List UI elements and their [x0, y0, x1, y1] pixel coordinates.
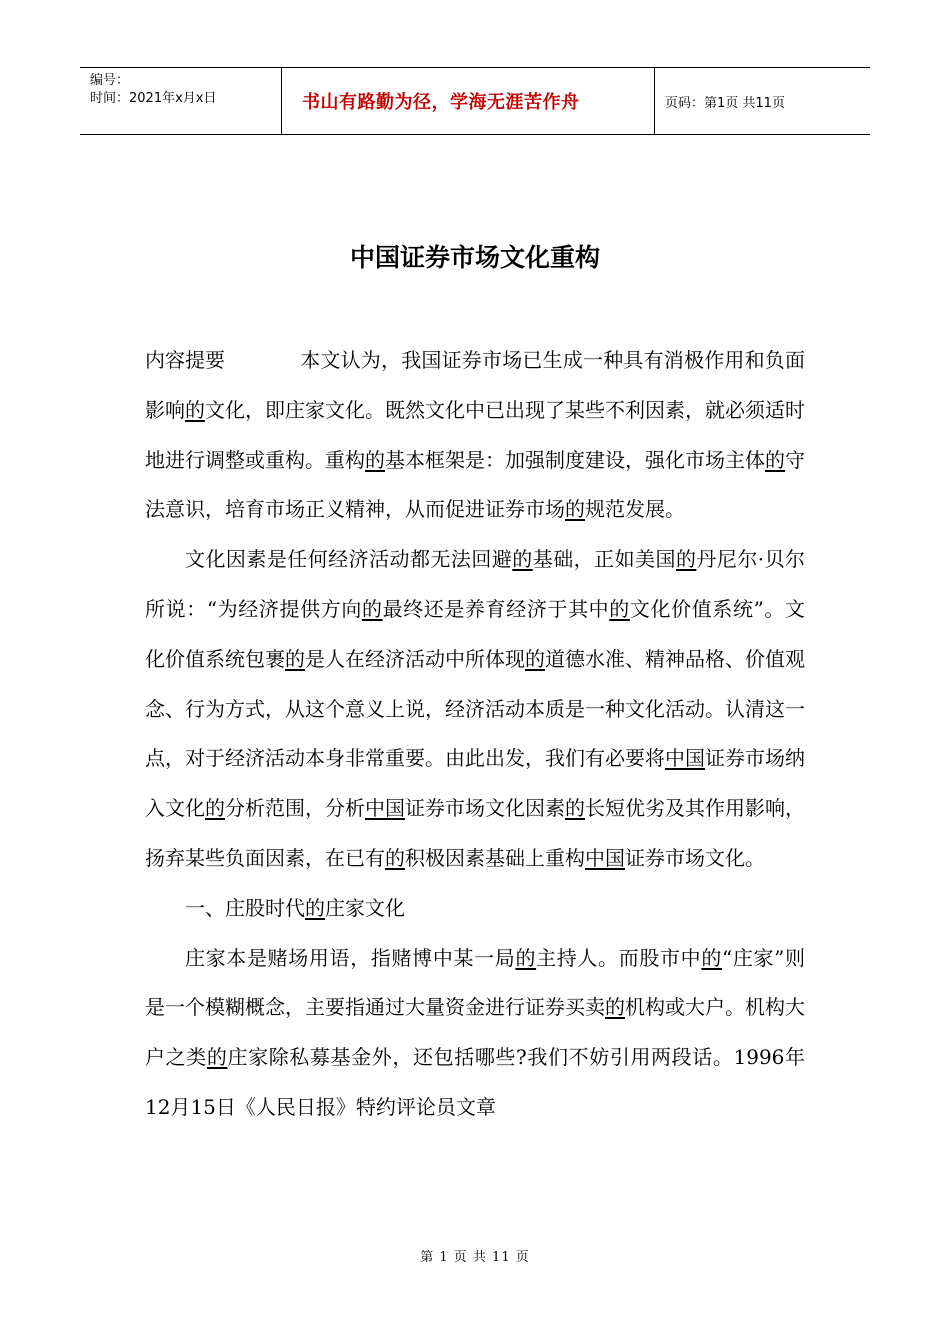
text-run: 长短优劣及其作用影响，扬弃某些负面因素，在已有	[145, 796, 805, 870]
header-meta	[80, 68, 282, 134]
text-run: 积极因素基础上重构	[405, 845, 585, 870]
time-label: 时间：2021年x月x日	[90, 91, 217, 106]
underlined-text: 的	[206, 1045, 228, 1070]
underlined-text: 的	[609, 596, 630, 621]
underlined-text: 的	[675, 547, 697, 572]
underlined-text: 的	[525, 646, 545, 671]
text-run: 道德水准、精神品格、价值观念、行为方式，从这个意义上说，经济活动本质是一种文化活动。认清这一点，对于经济活动本身非常重要。由此出发，我们有必要将	[145, 646, 805, 771]
text-run: 文化，即庄家文化。既然文化中已出现了某些不利因素，就必须适时地进行调整或重构。重构	[145, 397, 805, 472]
page-footer: 第 1 页 共 11 页	[420, 1250, 530, 1265]
section-heading	[145, 884, 805, 934]
underlined-text: 的	[305, 895, 325, 920]
text-run: 最终还是养育经济于其中	[382, 596, 610, 621]
text-run: 基础，正如美国	[532, 547, 676, 572]
underlined-text: 的	[515, 945, 537, 970]
text-run: 本文认为，我国证券市场已生成一种具有消极作用和负面影响	[145, 348, 805, 422]
text-run: 规范发展。	[585, 497, 685, 522]
text-run: “庄家”则是一个模糊概念，主要指通过大量资金进行证券买卖	[145, 945, 806, 1020]
underlined-text: 的	[701, 945, 722, 970]
underlined-text: 的	[361, 596, 383, 621]
underlined-text: 中国	[665, 746, 705, 771]
header-motto-cell	[282, 68, 655, 134]
body-paragraph	[145, 535, 805, 884]
text-run: 证券市场文化因素	[405, 796, 565, 821]
underlined-text: 的	[385, 845, 405, 870]
text-run: 守法意识，培育市场正义精神，从而促进证券市场	[145, 447, 805, 522]
text-run: 是人在经济活动中所体现	[305, 646, 525, 671]
underlined-text: 中国	[365, 796, 405, 821]
abstract-label: 内容提要	[145, 348, 225, 372]
text-run: 文化价值系统”。文化价值系统包裹	[145, 596, 806, 671]
underlined-text: 的	[185, 397, 205, 422]
abstract-paragraph	[145, 336, 805, 535]
text-run: 一、庄股时代	[185, 895, 305, 920]
underlined-text: 的	[285, 646, 305, 671]
header-page-cell	[655, 68, 870, 134]
text-run: 庄家除私募基金外，还包括哪些?我们不妨引用两段话。1996年12月15日《人民日报》特约评论员文章	[145, 1045, 806, 1119]
text-run: 文化因素是任何经济活动都无法回避	[185, 547, 513, 572]
header-page-info: 页码：第1页 共11页	[665, 95, 785, 111]
text-run: 证券市场纳入文化	[145, 746, 805, 821]
header-motto: 书山有路勤为径，学海无涯苦作舟	[302, 92, 580, 113]
text-run: 分析范围，分析	[225, 796, 365, 821]
underlined-text: 的	[565, 796, 585, 821]
number-label: 编号：	[90, 73, 130, 88]
text-run: 庄家本是赌场用语，指赌博中某一局	[185, 945, 516, 970]
document-body	[145, 336, 805, 1133]
document-title: 中国证券市场文化重构	[349, 243, 600, 272]
text-run: 庄家文化	[325, 895, 405, 920]
text-run: 机构或大户。机构大户之类	[145, 995, 805, 1070]
underlined-text: 中国	[585, 845, 625, 870]
document-header	[80, 67, 870, 135]
underlined-text: 的	[365, 447, 385, 472]
body-paragraph	[145, 934, 805, 1133]
text-run: 基本框架是：加强制度建设，强化市场主体	[385, 447, 765, 472]
text-run: 证券市场文化。	[625, 845, 765, 870]
underlined-text: 的	[605, 995, 625, 1020]
underlined-text: 的	[205, 796, 225, 821]
underlined-text: 的	[565, 497, 585, 522]
underlined-text: 的	[512, 547, 533, 572]
underlined-text: 的	[765, 447, 785, 472]
text-run: 丹尼尔·贝尔所说：“为经济提供方向	[145, 547, 806, 621]
text-run: 主持人。而股市中	[536, 945, 702, 970]
